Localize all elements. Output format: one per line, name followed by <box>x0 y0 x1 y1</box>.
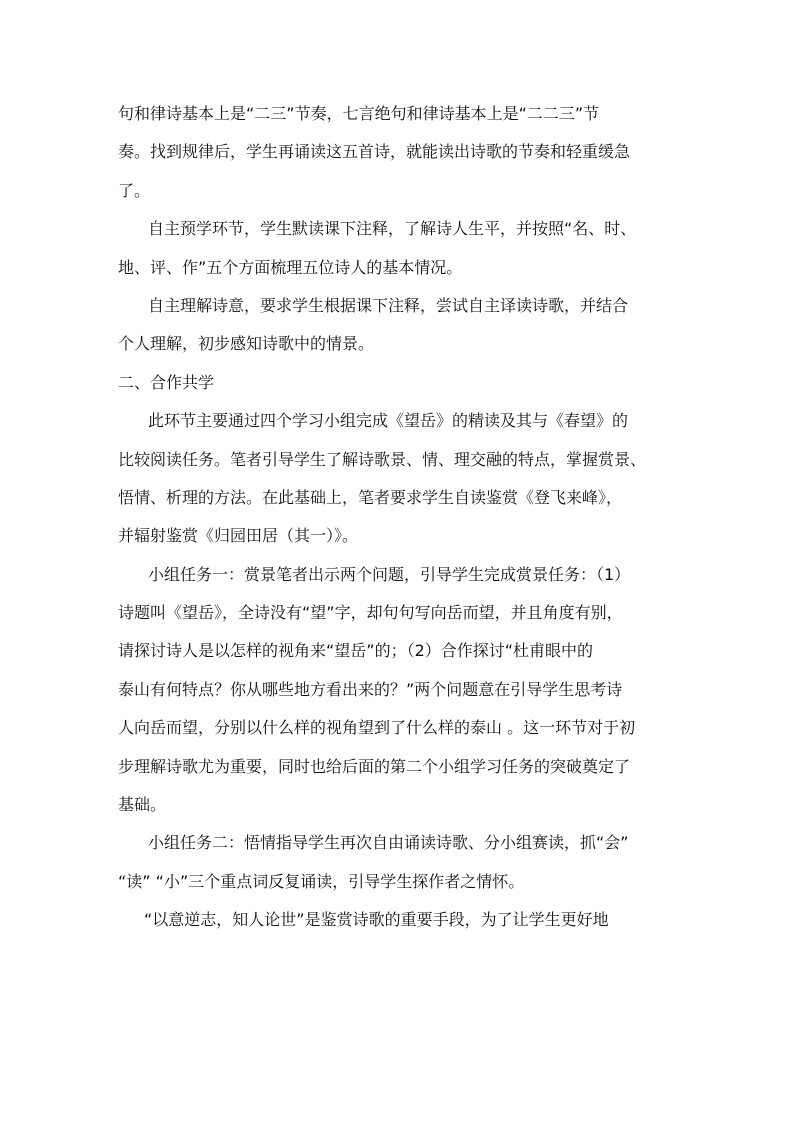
text-line: 步理解诗歌尤为重要，同时也给后面的第二个小组学习任务的突破奠定了 <box>118 756 631 776</box>
text-line: 请探讨诗人是以怎样的视角来“望岳”的；（2）合作探讨“杜甫眼中的 <box>118 641 594 661</box>
text-line: “读” “小”三个重点词反复诵读，引导学生探作者之情怀。 <box>118 871 525 891</box>
text-line: 个人理解，初步感知诗歌中的情景。 <box>118 334 375 354</box>
paragraph-start: “以意逆志，知人论世”是鉴赏诗歌的重要手段，为了让学生更好地 <box>144 910 609 930</box>
text-line: 基础。 <box>118 795 167 815</box>
text-line: 奏。找到规律后，学生再诵读这五首诗，就能读出诗歌的节奏和轻重缓急 <box>118 142 631 162</box>
text-line: 了。 <box>118 180 151 200</box>
text-line: 泰山有何特点？你从哪些地方看出来的？”两个问题意在引导学生思考诗 <box>118 679 623 699</box>
paragraph-start: 自主预学环节，学生默读课下注释，了解诗人生平，并按照“名、时、 <box>148 219 637 239</box>
text-line: 悟情、析理的方法。在此基础上，笔者要求学生自读鉴赏《登飞来峰》， <box>118 487 623 507</box>
section-heading: 二、合作共学 <box>118 372 215 392</box>
paragraph-start: 小组任务二：悟情指导学生再次自由诵读诗歌、分小组赛读，抓“会” <box>148 833 629 853</box>
text-line: 地、评、作”五个方面梳理五位诗人的基本情况。 <box>118 257 463 277</box>
text-line: 比较阅读任务。笔者引导学生了解诗歌景、情、理交融的特点，掌握赏景、 <box>118 449 647 469</box>
text-line: 诗题叫《望岳》，全诗没有“望”字，却句句写向岳而望，并且角度有别， <box>118 603 623 623</box>
text-line: 人向岳而望，分别以什么样的视角望到了什么样的泰山 。这一环节对于初 <box>118 718 636 738</box>
text-line: 句和律诗基本上是“二三”节奏，七言绝句和律诗基本上是“二二三”节 <box>118 104 600 123</box>
paragraph-start: 小组任务一：赏景笔者出示两个问题，引导学生完成赏景任务：（1） <box>148 564 631 584</box>
document-body <box>118 95 684 940</box>
text-line: 并辐射鉴赏《归园田居（其一）》。 <box>118 526 359 546</box>
paragraph-start: 此环节主要通过四个学习小组完成《望岳》的精读及其与《春望》的 <box>148 411 629 431</box>
paragraph-start: 自主理解诗意，要求学生根据课下注释，尝试自主译读诗歌，并结合 <box>148 295 629 315</box>
